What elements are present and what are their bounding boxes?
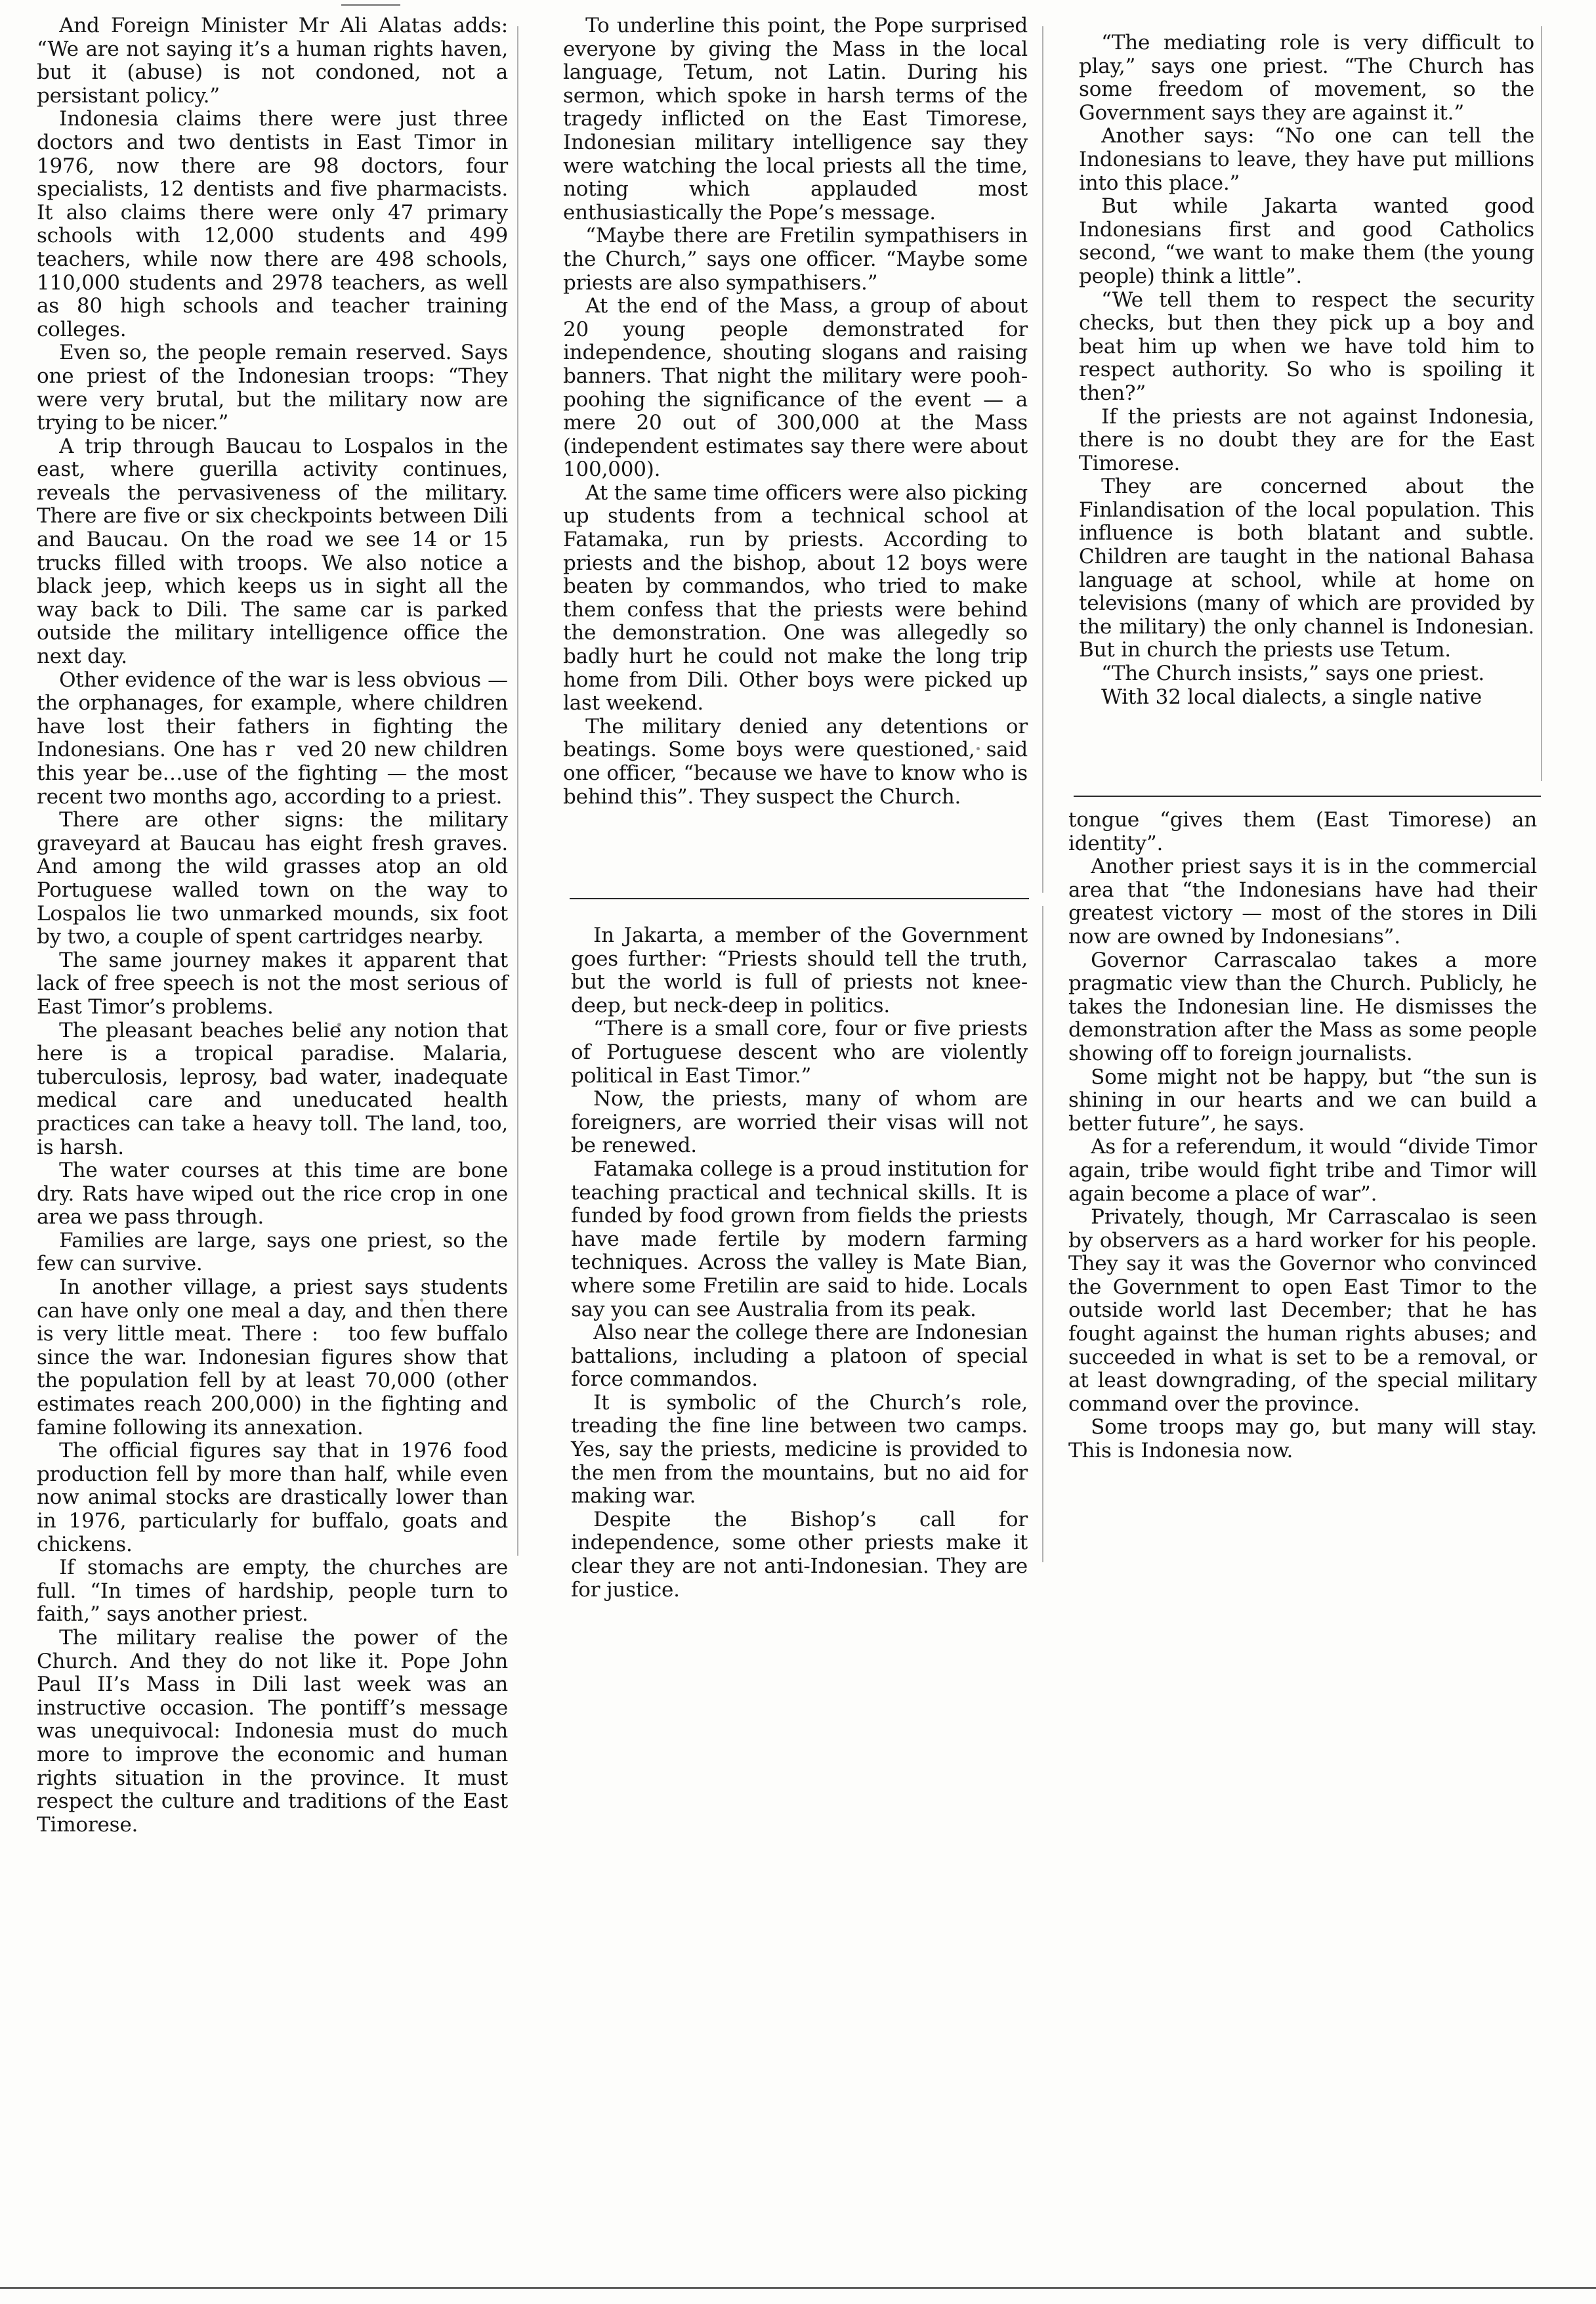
column-gutter-line-1: [517, 26, 518, 1556]
article-column-1: [37, 14, 508, 1837]
paragraph: Governor Carrascalao takes a more pragmatic view than the Church. Publicly, he takes the Indonesian line. He dismisses the demonstration after the Mass as some people showing off to foreign journalists.: [1068, 948, 1537, 1065]
paragraph: “We tell them to respect the security checks, but then they pick up a boy and beat him up when we have told him to respect authority. So who is spoiling it then?”: [1079, 288, 1534, 405]
paragraph: Even so, the people remain reserved. Says one priest of the Indonesian troops: “They were very brutal, but the military now are trying to be nicer.”: [37, 341, 508, 435]
paragraph: A trip through Baucau to Lospalos in the east, where guerilla activity continues, reveals the pervasiveness of the military. There are five or six checkpoints between Dili and Baucau. On the road we see 14 or 15 trucks filled with troops. We also notice a black jeep, which keeps us in sight all the way back to Dili. The same car is parked outside the military intelligence office the next day.: [37, 434, 508, 669]
paragraph: If the priests are not against Indonesia, there is no doubt they are for the East Timorese.: [1079, 404, 1534, 475]
paragraph: The military realise the power of the Church. And they do not like it. Pope John Paul II’s Mass in Dili last week was an instructive occasion. The pontiff’s message was unequivocal: Indonesia must do much more to improve the economic and human rights situation in the province. It must respect the culture and traditions of the East Timorese.: [37, 1625, 508, 1837]
paragraph: Some might not be happy, but “the sun is shining in our hearts and we can build a better future”, he says.: [1068, 1065, 1537, 1136]
paragraph: Despite the Bishop’s call for independence, some other priests make it clear they are not anti-Indonesian. They are for justice.: [571, 1507, 1028, 1602]
paragraph: There are other signs: the military graveyard at Baucau has eight fresh graves. And among the wild grasses atop an old Portuguese walled town on the way to Lospalos lie two unmarked mounds, six foot by two, a couple of spent cartridges nearby.: [37, 808, 508, 949]
paragraph: With 32 local dialects, a single native: [1101, 685, 1482, 709]
paragraph: It is symbolic of the Church’s role, treading the fine line between two camps. Yes, say the priests, medicine is provided to the men from the mountains, but no aid for making war.: [571, 1390, 1028, 1508]
paragraph: At the end of the Mass, a group of about 20 young people demonstrated for independence, shouting slogans and raising banners. That night the military were pooh-poohing the significance of the event — a mere 20 out of 300,000 at the Mass (independent estimates say there were about 100,000).: [563, 294, 1028, 482]
paragraph: tongue “gives them (East Timorese) an identity”.: [1068, 808, 1537, 855]
article-column-2-bottom: [571, 924, 1028, 1602]
paragraph: The military denied any detentions or beatings. Some boys were questioned, said one officer, “because we have to know who is behind this”. They suspect the Church.: [563, 714, 1028, 809]
paragraph: The official figures say that in 1976 food production fell by more than half, while even now animal stocks are drastically lower than in 1976, particularly for buffalo, goats and chickens.: [37, 1439, 508, 1556]
top-edge-mark: [341, 4, 400, 6]
paragraph: The same journey makes it apparent that lack of free speech is not the most serious of East Timor’s problems.: [37, 948, 508, 1019]
paragraph: The pleasant beaches belie any notion that here is a tropical paradise. Malaria, tuberculosis, leprosy, bad water, inadequate medical care and uneducated health practices can take a heavy toll. The land, too, is harsh.: [37, 1018, 508, 1159]
paragraph: And Foreign Minister Mr Ali Alatas adds: “We are not saying it’s a human rights haven, but it (abuse) is not condoned, not a persistant policy.”: [37, 14, 508, 108]
paragraph: To underline this point, the Pope surprised everyone by giving the Mass in the local language, Tetum, not Latin. During his sermon, which spoke in harsh terms of the tragedy inflicted on the East Timorese, Indonesian military intelligence say they were watching the local priests all the time, noting which applauded most enthusiastically the Pope’s message.: [563, 14, 1028, 224]
paragraph: Some troops may go, but many will stay. This is Indonesia now.: [1068, 1415, 1537, 1463]
paragraph: “The mediating role is very difficult to play,” says one priest. “The Church has some freedom of movement, so the Government says they are against it.”: [1079, 31, 1534, 125]
paragraph: As for a referendum, it would “divide Timor again, tribe would fight tribe and Timor will again become a place of war”.: [1068, 1135, 1537, 1206]
bottom-edge-rule: [0, 2287, 1596, 2289]
paragraph: Families are large, says one priest, so the few can survive.: [37, 1228, 508, 1276]
paragraph: In another village, a priest says students can have only one meal a day, and then there is very little meat. There : too few buffalo since the war. Indonesian figures show that the population fell by at least 70,000 (other estimates reach 200,000) in the fighting and famine following its annexation.: [37, 1275, 508, 1440]
column-gutter-line-4: [1541, 26, 1542, 781]
paragraph: Another says: “No one can tell the Indonesians to leave, they have put millions into this place.”: [1079, 124, 1534, 195]
paragraph: “Maybe there are Fretilin sympathisers in the Church,” says one officer. “Maybe some priests are also sympathisers.”: [563, 224, 1028, 295]
column-gutter-line-2: [1042, 26, 1043, 893]
paragraph: If stomachs are empty, the churches are full. “In times of hardship, people turn to faith,” says another priest.: [37, 1556, 508, 1627]
paragraph: Indonesia claims there were just three doctors and two dentists in East Timor in 1976, now there are 98 doctors, four specialists, 12 dentists and five pharmacists. It also claims there were only 47 primary schools with 12,000 students and 499 teachers, while now there are 498 schools, 110,000 students and 2978 teachers, as well as 80 high schools and teacher training colleges.: [37, 107, 508, 341]
article-column-2-top: [563, 14, 1028, 809]
article-column-3-top: [1079, 32, 1534, 709]
column-3-section-rule: [1074, 796, 1541, 797]
paragraph: Also near the college there are Indonesian battalions, including a platoon of special force commandos.: [571, 1321, 1028, 1392]
column-2-section-rule: [570, 898, 1029, 899]
paragraph: At the same time officers were also picking up students from a technical school at Fatamaka, run by priests. According to priests and the bishop, about 12 boys were beaten by commandos, who tried to make them confess that the priests were behind the demonstration. One was allegedly so badly hurt he could not make the long trip home from Dili. Other boys were picked up last weekend.: [563, 480, 1028, 715]
paragraph: “There is a small core, four or five priests of Portuguese descent who are violently political in East Timor.”: [571, 1017, 1028, 1088]
paragraph: Now, the priests, many of whom are foreigners, are worried their visas will not be renewed.: [571, 1087, 1028, 1158]
article-column-3-bottom: [1068, 809, 1537, 1463]
paragraph: Another priest says it is in the commercial area that “the Indonesians have had their greatest victory — most of the stores in Dili now are owned by Indonesians”.: [1068, 855, 1537, 949]
column-gutter-line-3: [1042, 906, 1043, 1562]
paragraph: The water courses at this time are bone dry. Rats have wiped out the rice crop in one area we pass through.: [37, 1159, 508, 1229]
paragraph: Fatamaka college is a proud institution for teaching practical and technical skills. It is funded by food grown from fields the priests have made fertile by modern farming techniques. Across the valley is Mate Bian, where some Fretilin are said to hide. Locals say you can see Australia from its peak.: [571, 1157, 1028, 1321]
paragraph: They are concerned about the Finlandisation of the local population. This influence is both blatant and subtle. Children are taught in the national Bahasa language at school, while at home on televisions (many of which are provided by the military) the only channel is Indonesian. But in church the priests use Tetum.: [1079, 475, 1534, 662]
paragraph: Other evidence of the war is less obvious — the orphanages, for example, where children have lost their fathers in fighting the Indonesians. One has r ved 20 new children this year be…use of the fighting — the most recent two months ago, according to a priest.: [37, 668, 508, 809]
paragraph: “The Church insists,” says one priest.: [1101, 662, 1485, 686]
paragraph: Privately, though, Mr Carrascalao is seen by observers as a hard worker for his people. They say it was the Governor who convinced the Government to open East Timor to the outside world last December; that he has fought against the human rights abuses; and succeeded in what is set to be a removal, or at least downgrading, of the special military command over the province.: [1068, 1205, 1537, 1416]
paragraph: In Jakarta, a member of the Government goes further: “Priests should tell the truth, but the world is full of priests not knee-deep, but neck-deep in politics.: [571, 924, 1028, 1017]
paragraph: But while Jakarta wanted good Indonesians first and good Catholics second, “we want to make them (the young people) think a little”.: [1079, 194, 1534, 288]
